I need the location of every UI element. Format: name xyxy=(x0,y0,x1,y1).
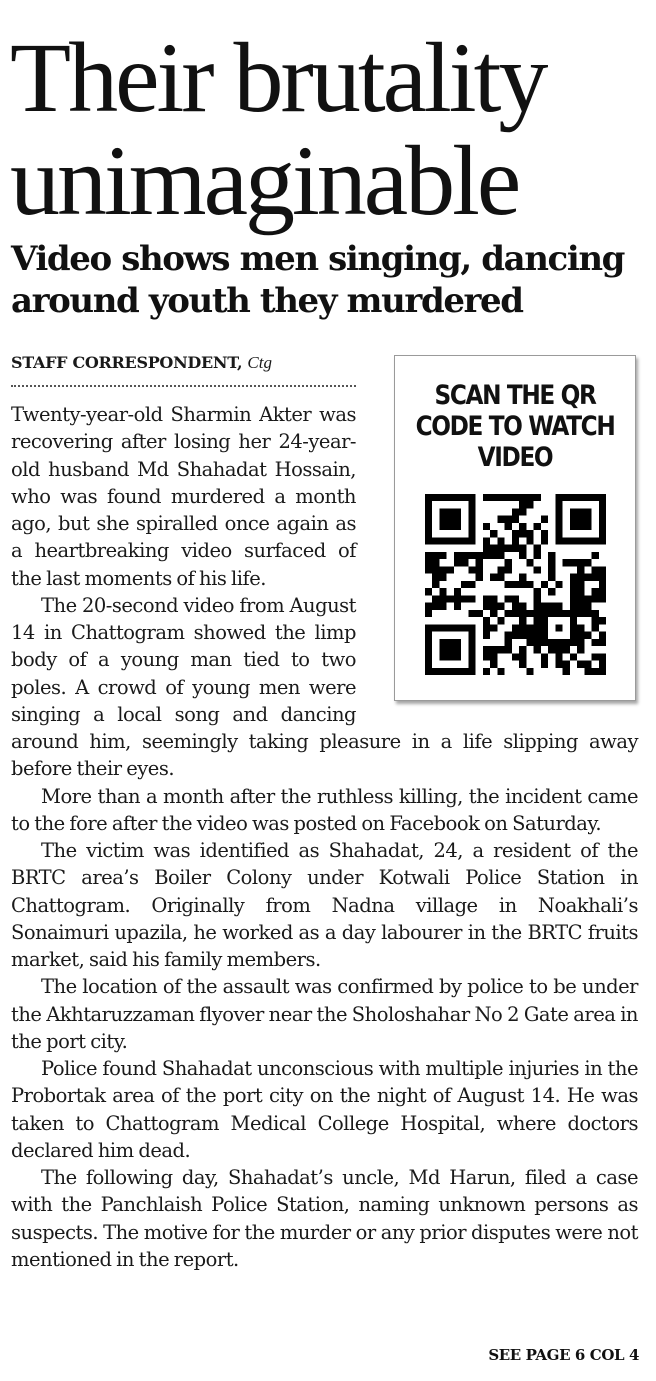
paragraph: The following day, Shahadat’s uncle, Md Harun, filed a case with the Panchlaish Police Station, naming unknown persons as suspects. The motive for the murder or any prior disputes were not mentioned in the report. xyxy=(11,1166,638,1271)
headline: Their brutality unimaginable xyxy=(10,22,546,236)
paragraph: The 20-second video from August 14 in Chattogram showed the limp body of a young man tied to two poles. A crowd of young men were singing a local song and dancing around him, seemingly taking pleasure in a life slipping away before their eyes. xyxy=(11,593,638,781)
paragraph: The victim was identified as Shahadat, 24, a resident of the BRTC area’s Boiler Colony under Kotwali Police Station in Chattogram. Originally from Nadna village in Noakhali’s Sonaimuri upazila, he worked as a day labourer in the BRTC fruits market, said his family members. xyxy=(11,839,638,971)
qr-callout-text: SCAN THE QR CODE TO WATCH VIDEO xyxy=(415,380,615,473)
byline-divider xyxy=(11,385,356,387)
paragraph: The location of the assault was confirmed by police to be under the Akhtaruzzaman flyover near the Sholoshahar No 2 Gate area in the port city. xyxy=(11,975,638,1053)
byline-name: STAFF CORRESPONDENT, xyxy=(11,353,243,372)
qr-code-icon[interactable] xyxy=(425,494,606,675)
paragraph: Twenty-year-old Sharmin Akter was recovering after losing her 24-year-old husband Md Shahadat Hossain, who was found murdered a month ago, but she spiralled once again as a heartbreaking video surfaced of the last moments of his life. xyxy=(11,403,356,590)
paragraph: More than a month after the ruthless killing, the incident came to the fore after the video was posted on Facebook on Saturday. xyxy=(11,784,638,835)
byline-location: Ctg xyxy=(247,353,272,372)
subheadline: Video shows men singing, dancing around youth they murdered xyxy=(11,239,625,321)
byline xyxy=(11,351,356,375)
continuation-jump: SEE PAGE 6 COL 4 xyxy=(488,1346,639,1364)
paragraph: Police found Shahadat unconscious with multiple injuries in the Probortak area of the port city on the night of August 14. He was taken to Chattogram Medical College Hospital, where doctors declared him dead. xyxy=(11,1057,638,1162)
qr-callout-box xyxy=(394,355,636,701)
